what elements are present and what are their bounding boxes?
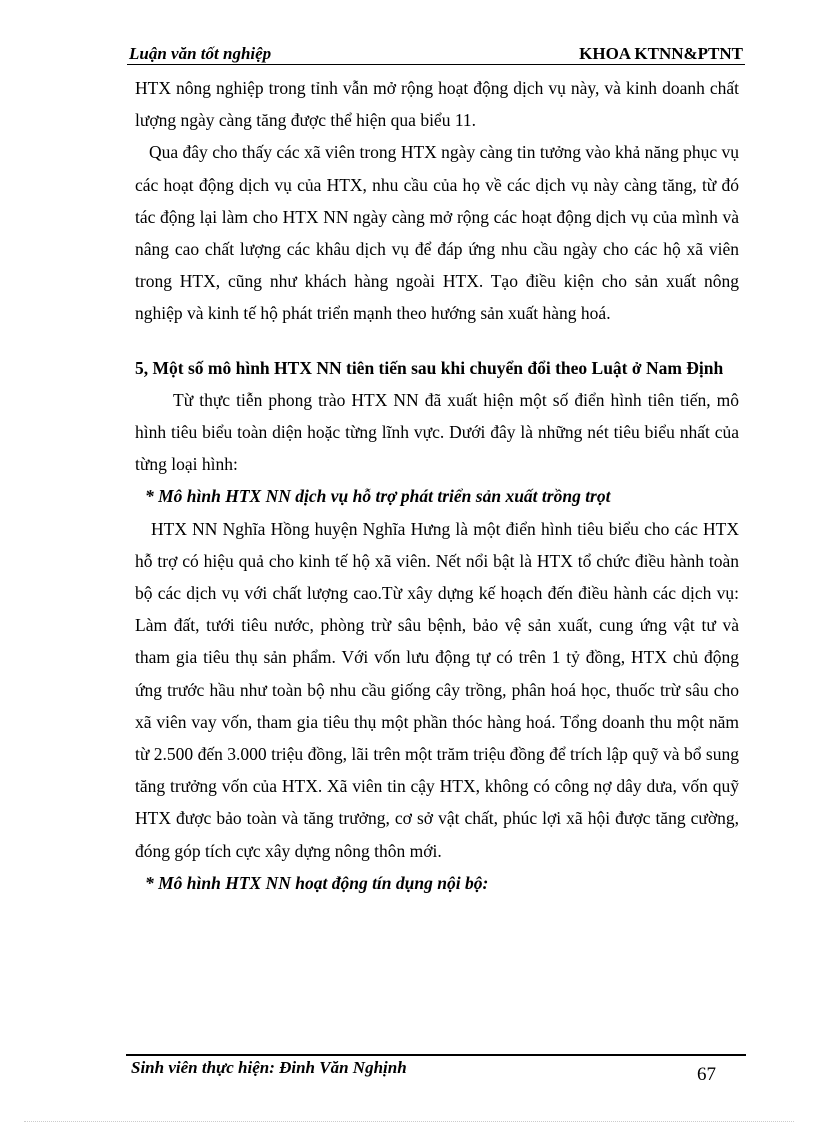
paragraph: HTX NN Nghĩa Hồng huyện Nghĩa Hưng là một điển hình tiêu biểu cho các HTX hỗ trợ có hiệu quả cho kinh tế hộ xã viên. Nết nổi bật là HTX tổ chức điều hành toàn bộ các dịch vụ với chất lượng cao.Từ xây dựng kế hoạch đến điều hành các dịch vụ: Làm đất, tưới tiêu nước, phòng trừ sâu bệnh, bảo vệ sản xuất, cung ứng vật tư và tham gia tiêu thụ sản phẩm. Với vốn lưu động tự có trên 1 tỷ đồng, HTX chủ động ứng trước hầu như toàn bộ nhu cầu giống cây trồng, phân hoá học, thuốc trừ sâu cho xã viên vay vốn, tham gia tiêu thụ một phần thóc hàng hoá. Tổng doanh thu một năm từ 2.500 đến 3.000 triệu đồng, lãi trên một trăm triệu đồng để trích lập quỹ và bổ sung tăng trưởng vốn của HTX. Xã viên tin cậy HTX, không có công nợ dây dưa, vốn quỹ HTX được bảo toàn và tăng trưởng, cơ sở vật chất, phúc lợi xã hội được tăng cường, đóng góp tích cực xây dựng nông thôn mới. bbox=[135, 518, 739, 861]
paragraph: Qua đây cho thấy các xã viên trong HTX ngày càng tin tưởng vào khả năng phục vụ các hoạt động dịch vụ của HTX, nhu cầu của họ về các dịch vụ này càng tăng, từ đó tác động lại làm cho HTX NN ngày càng mở rộng các hoạt động dịch vụ của mình và nâng cao chất lượng các khâu dịch vụ để đáp ứng nhu cầu ngày cho các hộ xã viên trong HTX, cũng như khách hàng ngoài HTX. Tạo điều kiện cho sản xuất nông nghiệp và kinh tế hộ phát triển mạnh theo hướng sản xuất hàng hoá. bbox=[135, 142, 739, 324]
page-number: 67 bbox=[697, 1064, 716, 1085]
document-body bbox=[135, 72, 739, 899]
paragraph: Từ thực tiễn phong trào HTX NN đã xuất hiện một số điển hình tiên tiến, mô hình tiêu biểu toàn diện hoặc từng lĩnh vực. Dưới đây là những nét tiêu biểu nhất của từng loại hình: bbox=[135, 389, 739, 475]
page-header bbox=[127, 44, 745, 65]
footer-author: Sinh viên thực hiện: Đinh Văn Nghịnh bbox=[131, 1058, 407, 1077]
header-thesis-label: Luận văn tốt nghiệp bbox=[129, 44, 272, 63]
header-faculty-label: KHOA KTNN&PTNT bbox=[579, 44, 743, 63]
page-edge-divider bbox=[24, 1121, 794, 1122]
paragraph: HTX nông nghiệp trong tỉnh vẫn mở rộng hoạt động dịch vụ này, và kinh doanh chất lượng ngày càng tăng được thể hiện qua biểu 11. bbox=[135, 78, 739, 131]
footer-divider bbox=[126, 1054, 746, 1056]
section-heading: 5, Một số mô hình HTX NN tiên tiến sau khi chuyển đổi theo Luật ở Nam Định bbox=[135, 357, 724, 378]
subsection-heading: * Mô hình HTX NN hoạt động tín dụng nội bộ: bbox=[145, 872, 489, 893]
subsection-heading: * Mô hình HTX NN dịch vụ hỗ trợ phát triển sản xuất trồng trọt bbox=[145, 486, 611, 507]
